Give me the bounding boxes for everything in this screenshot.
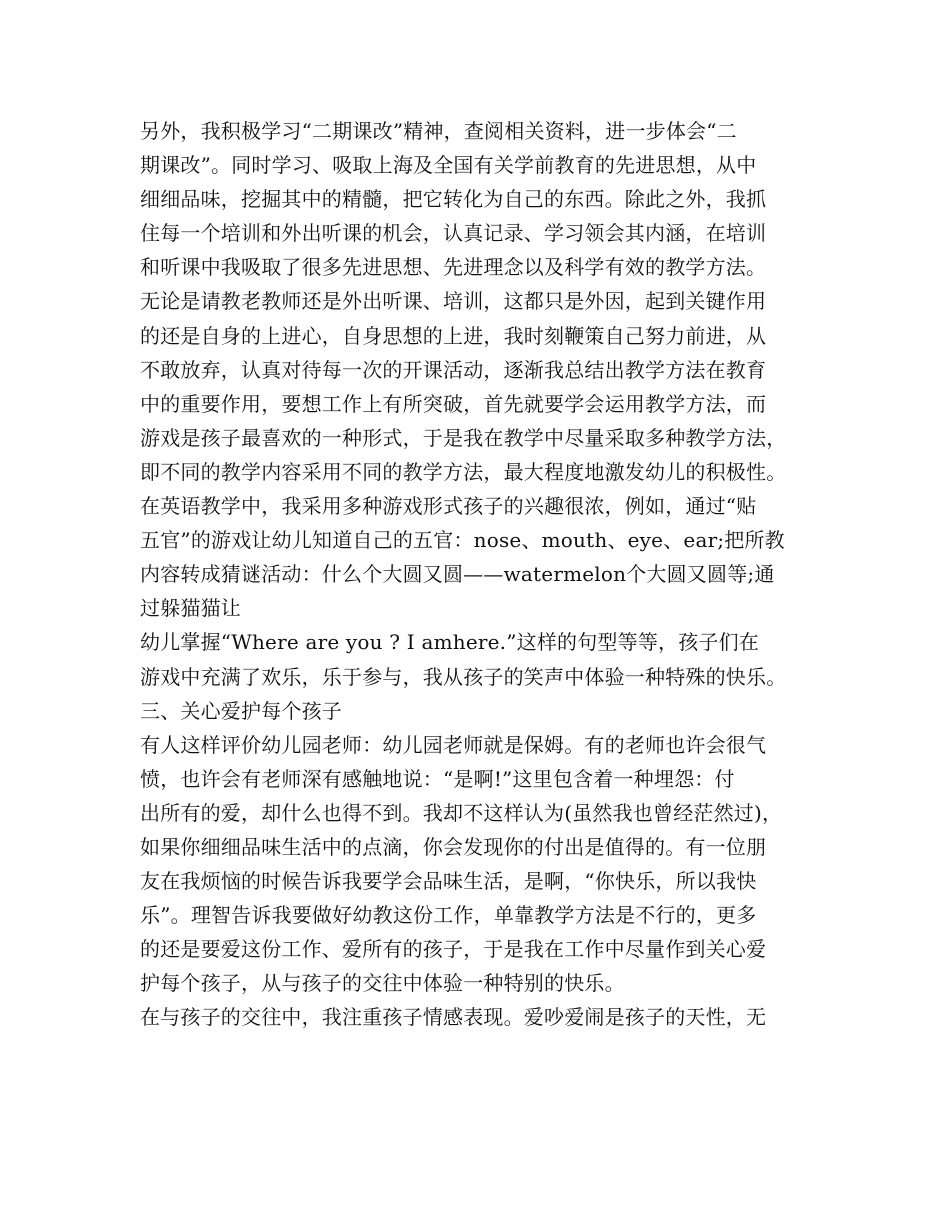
- text-line: 幼儿掌握“Where are you ? I amhere.”这样的句型等等，孩子们在: [140, 630, 760, 655]
- text-line: 乐”。理智告诉我要做好幼教这份工作，单靠教学方法是不行的，更多: [140, 903, 757, 928]
- text-line: 无论是请教老教师还是外出听课、培训，这都只是外因，起到关键作用: [140, 289, 767, 314]
- text-line: 细细品味，挖掘其中的精髓，把它转化为自己的东西。除此之外，我抓: [140, 187, 767, 212]
- text-line: 游戏是孩子最喜欢的一种形式，于是我在教学中尽量采取多种教学方法，: [140, 425, 787, 450]
- section-heading: 三、关心爱护每个孩子: [140, 698, 342, 723]
- text-line: 期课改”。同时学习、吸取上海及全国有关学前教育的先进思想，从中: [140, 153, 757, 178]
- text-line: 的还是要爱这份工作、爱所有的孩子，于是我在工作中尽量作到关心爱: [140, 937, 767, 962]
- text-line: 五官”的游戏让幼儿知道自己的五官：nose、mouth、eye、ear;把所教: [140, 528, 785, 553]
- text-line: 住每一个培训和外出听课的机会，认真记录、学习领会其内涵，在培训: [140, 221, 767, 246]
- text-line: 不敢放弃，认真对待每一次的开课活动，逐渐我总结出教学方法在教育: [140, 357, 767, 382]
- text-line: 的还是自身的上进心，自身思想的上进，我时刻鞭策自己努力前进，从: [140, 323, 767, 348]
- text-line: 中的重要作用，要想工作上有所突破，首先就要学会运用教学方法，而: [140, 391, 767, 416]
- text-line: 友在我烦恼的时候告诉我要学会品味生活，是啊，“你快乐，所以我快: [140, 869, 757, 894]
- text-line: 游戏中充满了欢乐，乐于参与，我从孩子的笑声中体验一种特殊的快乐。: [140, 664, 787, 689]
- text-line: 出所有的爱，却什么也得不到。我却不这样认为(虽然我也曾经茫然过)，: [140, 800, 783, 825]
- text-line: 有人这样评价幼儿园老师：幼儿园老师就是保姆。有的老师也许会很气: [140, 732, 767, 757]
- document-page: [140, 114, 830, 1035]
- text-line: 愤，也许会有老师深有感触地说：“是啊!”这里包含着一种埋怨：付: [140, 766, 735, 791]
- text-line: 另外，我积极学习“二期课改”精神，查阅相关资料，进一步体会“二: [140, 119, 737, 143]
- text-line: 护每个孩子，从与孩子的交往中体验一种特别的快乐。: [140, 971, 625, 996]
- text-line: 过躲猫猫让: [140, 596, 241, 621]
- text-line: 在英语教学中，我采用多种游戏形式孩子的兴趣很浓，例如，通过“贴: [140, 494, 757, 519]
- text-line: 如果你细细品味生活中的点滴，你会发现你的付出是值得的。有一位朋: [140, 834, 767, 859]
- text-line: 在与孩子的交往中，我注重孩子情感表现。爱吵爱闹是孩子的天性，无: [140, 1005, 767, 1030]
- text-line: 和听课中我吸取了很多先进思想、先进理念以及科学有效的教学方法。: [140, 255, 767, 280]
- text-line: 内容转成猜谜活动：什么个大圆又圆——watermelon个大圆又圆等;通: [140, 562, 775, 587]
- text-line: 即不同的教学内容采用不同的教学方法，最大程度地激发幼儿的积极性。: [140, 459, 787, 484]
